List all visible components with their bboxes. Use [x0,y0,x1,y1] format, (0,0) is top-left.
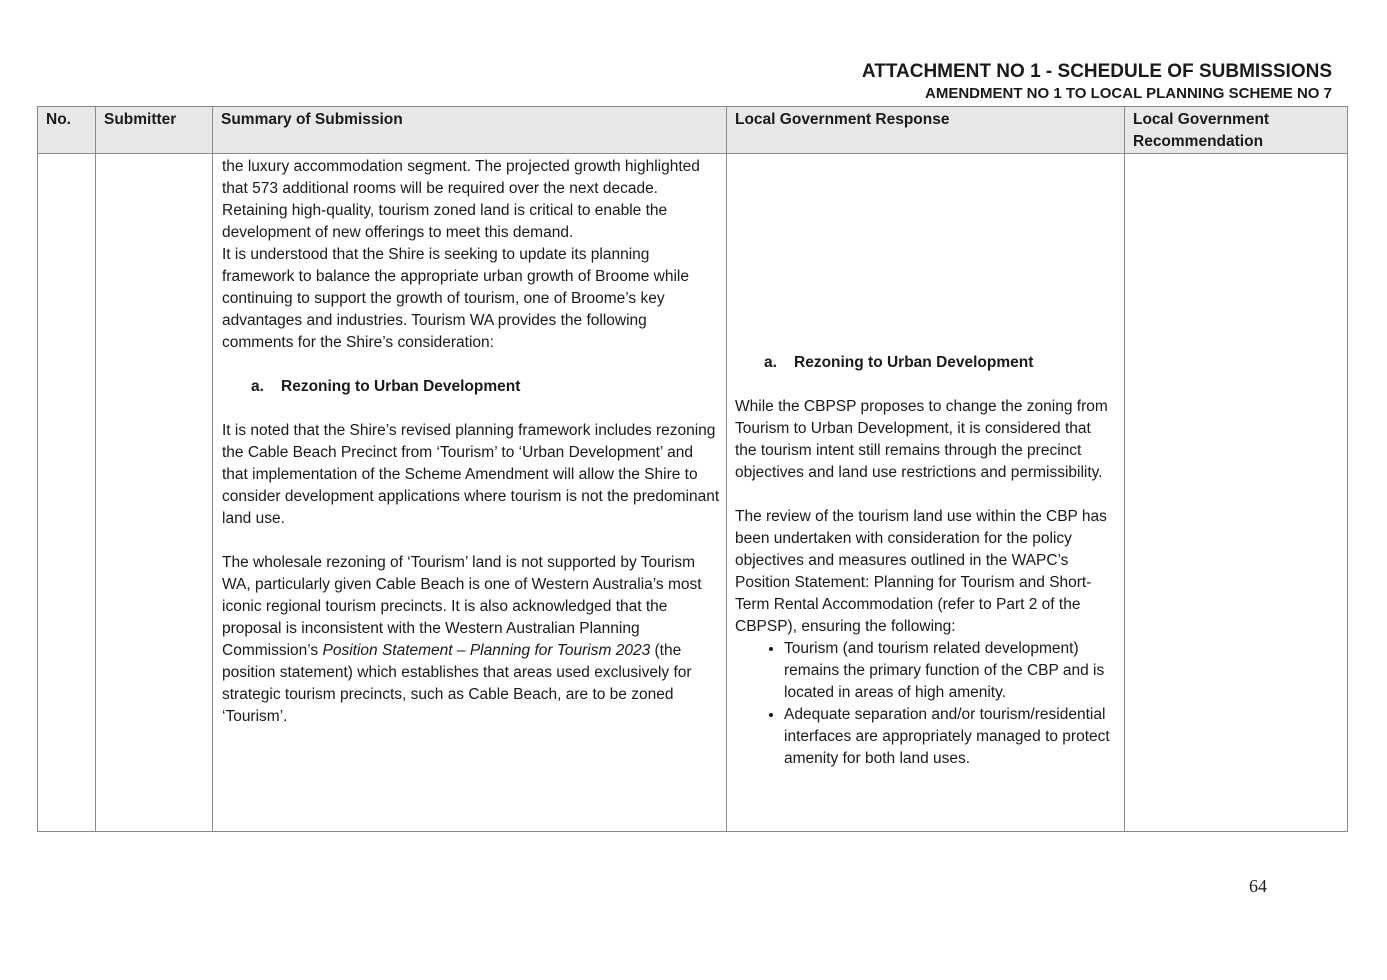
summary-paragraph-4-italic: Position Statement – Planning for Tourism 2023 [322,642,651,659]
summary-paragraph-1: the luxury accommodation segment. The projected growth highlighted that 573 additional rooms will be required over the next decade. Retaining high-quality, tourism zoned land is critical to enable the development of new offerings to meet this demand. [222,158,700,241]
page-number: 64 [1249,876,1267,896]
summary-subheading-text: Rezoning to Urban Development [281,378,521,395]
response-paragraph-2: The review of the tourism land use within the CBP has been undertaken with consideration for the policy objectives and measures outlined in the WAPC’s Position Statement: Planning for Tourism and Short-Term Rental Accommodation (refer to Part 2 of the CBPSP), ensuring the following: [735,508,1107,635]
response-subheading [735,352,1116,374]
cell-no [38,154,96,832]
response-bullet-item: • Adequate separation and/or tourism/residential interfaces are appropriately managed to protect amenity for both land uses. [784,704,1116,770]
column-header-submitter: Submitter [96,107,213,154]
table-header-row [38,107,1348,154]
response-bullet-item: • Tourism (and tourism related development) remains the primary function of the CBP and is located in areas of high amenity. [784,638,1116,704]
summary-subheading-label: a. [251,378,264,395]
response-bullet-list [735,638,1116,770]
response-paragraph-1: While the CBPSP proposes to change the zoning from Tourism to Urban Development, it is considered that the tourism intent still remains through the precinct objectives and land use restrictions and permissibility. [735,398,1108,481]
summary-paragraph-4 [222,552,720,728]
response-subheading-text: Rezoning to Urban Development [794,354,1034,371]
summary-paragraph-2: It is understood that the Shire is seeking to update its planning framework to balance the appropriate urban growth of Broome while continuing to support the growth of tourism, one of Broome’s key advantages and industries. Tourism WA provides the following comments for the Shire’s consideration: [222,246,689,351]
column-header-summary: Summary of Submission [213,107,727,154]
cell-recommendation [1125,154,1348,832]
column-header-no: No. [38,107,96,154]
summary-subheading [222,376,720,398]
column-header-recommendation: Local Government Recommendation [1125,107,1348,154]
submissions-table [37,106,1348,832]
summary-paragraph-4-start: The wholesale rezoning of ‘Tourism’ land is not supported by Tourism WA, particularly given Cable Beach is one of Western Australia’s most iconic regional tourism precincts. It is also acknowledged that the proposal is inconsistent with the Western Australian Planning Commission’s [222,554,702,659]
document-title: ATTACHMENT NO 1 - SCHEDULE OF SUBMISSIONS [861,61,1332,82]
document-subtitle: AMENDMENT NO 1 TO LOCAL PLANNING SCHEME NO 7 [925,85,1332,102]
cell-response [727,154,1125,832]
response-subheading-label: a. [764,354,777,371]
column-header-response: Local Government Response [727,107,1125,154]
table-row [38,154,1348,832]
document-header [862,60,1332,104]
summary-paragraph-3: It is noted that the Shire’s revised planning framework includes rezoning the Cable Beach Precinct from ‘Tourism’ to ‘Urban Development’ and that implementation of the Scheme Amendment will allow the Shire to consider development applications where tourism is not the predominant land use. [222,422,720,527]
cell-summary [213,154,727,832]
summary-paragraph-4-end: (the position statement) which establishes that areas used exclusively for strategic tourism precincts, such as Cable Beach, are to be zoned ‘Tourism’. [222,642,692,725]
cell-submitter [96,154,213,832]
